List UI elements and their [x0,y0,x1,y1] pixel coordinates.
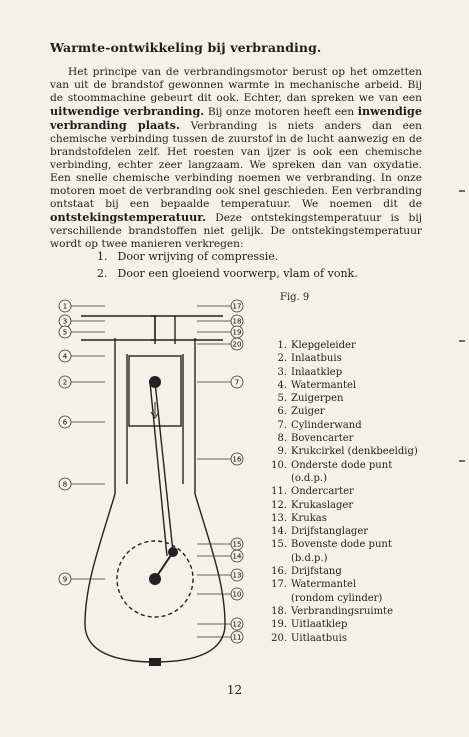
engine-cross-section-diagram [55,294,255,674]
text-run: Deze ontstekingstemperatuur is bij verschillende brandstoffen niet gelijk. De ontstekingstemperatuur wordt op twee manieren verkregen: [50,212,422,250]
legend-text: Bovenste dode punt [291,539,392,551]
callout-marker [197,315,243,327]
legend-text: Bovencarter [291,433,354,445]
legend-number: 1. [277,340,287,351]
legend-item [270,632,418,645]
legend-item [270,565,418,578]
legend-item [270,499,418,512]
list-item-text: Door wrijving of compressie. [114,250,279,263]
cylinder-wall [127,354,183,484]
callout-number: 10 [232,590,242,599]
legend-number: 19. [271,619,287,631]
callout-number: 6 [62,418,68,427]
legend-item [270,432,418,445]
callout-number: 17 [232,302,242,311]
callout-number: 3 [62,317,68,326]
legend-text: Inlaatklep [291,366,343,378]
legend-text: Zuiger [291,406,325,418]
body-paragraph [50,66,422,251]
legend-text: Drijfstanglager [291,526,369,538]
text-run: Verbranding is niets anders dan een chemische verbinding tussen de zuurstof in de lucht aanwezig en de brandstofdelen zelf. Het roesten van ijzer is ook een chemische verbinding, echter zeer langzaam. We spreken dan van oxydatie. Een snelle chemische verbinding noemen we verbranding. In onze motoren moet de verbranding ook snel geschieden. Een verbranding ontstaat bij een bepaalde temperatuur. We noemen dit de [50,120,422,210]
legend-number: 16. [271,566,287,578]
legend-item [270,445,418,458]
legend-number: 4. [277,379,287,391]
figure-label: Fig. 9 [280,292,310,303]
text-run: Bij onze motoren heeft een [204,106,358,118]
legend-text: Uitlaatbuis [291,632,347,644]
legend-text: Watermantel [291,579,357,591]
legend-text: Watermantel [291,379,357,391]
callout-number: 19 [232,328,242,337]
legend-number: 11. [271,486,287,498]
legend-item [270,352,418,365]
page-edge-mark [459,340,465,342]
callout-number: 16 [232,455,242,464]
legend-number [270,592,287,605]
callout-number: 15 [232,540,242,549]
callout-number: 11 [232,633,242,642]
legend-item [270,552,418,565]
legend-item [270,405,418,418]
legend-number [270,472,287,485]
legend-number: 13. [271,512,287,524]
callout-number: 2 [62,378,68,387]
legend-item [270,379,418,392]
list-item-number: 2. [97,267,108,280]
legend-number: 10. [271,459,287,471]
legend-number: 2. [277,353,287,365]
legend-item [270,339,418,352]
legend-item [270,512,418,525]
list-item [97,265,358,282]
legend-number: 5. [277,393,287,405]
callout-marker [59,300,105,312]
section-heading: Warmte-ontwikkeling bij verbranding. [50,40,322,55]
callout-marker [59,478,105,490]
callout-number: 13 [232,571,242,580]
connecting-rod [150,382,173,556]
callout-number: 1 [62,302,68,311]
legend-item [270,392,418,405]
legend-number: 9. [277,446,287,458]
page-edge-mark [459,460,465,462]
oil-drain-plug [149,658,161,666]
list-item-text: Door een gloeiend voorwerp, vlam of vonk. [114,267,358,280]
callout-number: 9 [62,575,68,584]
legend-number: 15. [271,539,287,551]
callout-marker [59,315,105,327]
legend-text: Onderste dode punt [291,459,393,471]
legend-item [270,366,418,379]
legend-text: Uitlaatklep [291,619,348,631]
callout-marker [197,538,243,550]
bold-term: inwendige verbranding plaats. [50,104,422,132]
legend-text: Cylinderwand [291,419,362,431]
legend-item [270,419,418,432]
callout-marker [197,588,243,600]
legend-number: 8. [277,433,287,445]
legend-text: Krukcirkel (denkbeeldig) [291,446,418,458]
bold-term: uitwendige verbranding. [50,104,205,118]
callout-number: 4 [62,352,68,361]
page-number: 12 [226,683,243,697]
inlet-pipe [81,316,155,340]
legend-number: 18. [271,605,287,617]
legend-text: Inlaatbuis [291,353,342,365]
legend-text: Klepgeleider [291,340,356,351]
callout-marker [59,350,105,362]
crank-bearing [149,573,161,585]
callout-number: 12 [232,620,242,629]
callout-number: 18 [232,317,242,326]
ignition-methods-list [97,248,358,282]
rod-bearing [168,547,178,557]
piston-pin [149,376,161,388]
legend-item [270,605,418,618]
legend-number: 7. [277,419,287,431]
bold-term: ontstekingstemperatuur. [50,210,207,224]
callout-marker [59,326,105,338]
legend-item [270,592,418,605]
legend-item [270,618,418,631]
legend-number: 12. [271,499,287,511]
body-paragraph-container [50,66,422,251]
legend-item [270,459,418,472]
list-item [97,248,358,265]
legend-text: (rondom cylinder) [291,592,383,604]
legend-number: 6. [277,406,287,418]
callout-marker [197,453,243,465]
callout-number: 5 [62,328,68,337]
legend-text: Drijfstang [291,566,342,578]
legend-text: (b.d.p.) [291,552,328,564]
legend-text: Krukaslager [291,499,354,511]
callout-marker [59,416,105,428]
legend-item [270,485,418,498]
callout-number: 8 [62,480,68,489]
outlet-pipe [151,316,223,340]
legend-text: (o.d.p.) [291,472,327,484]
legend-item [270,525,418,538]
legend-item [270,578,418,591]
callout-number: 14 [232,552,242,561]
callout-marker [59,376,105,388]
legend-number: 20. [271,632,287,644]
callout-marker [197,300,243,312]
legend-item [270,538,418,551]
legend-text: Ondercarter [291,486,354,498]
legend-item [270,472,418,485]
text-run: Het principe van de verbrandingsmotor berust op het omzetten van uit de brandstof gewonnen warmte in mechanische arbeid. Bij de stoommachine gebeurt dit ook. Echter, dan spreken we van een [50,66,422,104]
legend-text: Verbrandingsruimte [291,605,393,617]
callout-marker [197,326,243,338]
legend-number: 14. [271,526,287,538]
legend-text: Zuigerpen [291,393,344,405]
list-item-number: 1. [97,250,108,263]
legend-number [270,552,287,565]
page-edge-mark [459,190,465,192]
callout-marker [59,573,105,585]
callout-number: 20 [232,340,242,349]
legend-text: Krukas [291,512,327,524]
callout-marker [197,618,243,630]
legend-number: 3. [277,366,287,378]
legend-number: 17. [271,579,287,591]
diagram-legend [270,339,418,645]
callout-marker [197,376,243,388]
callout-marker [197,550,243,562]
callout-number: 7 [234,378,240,387]
